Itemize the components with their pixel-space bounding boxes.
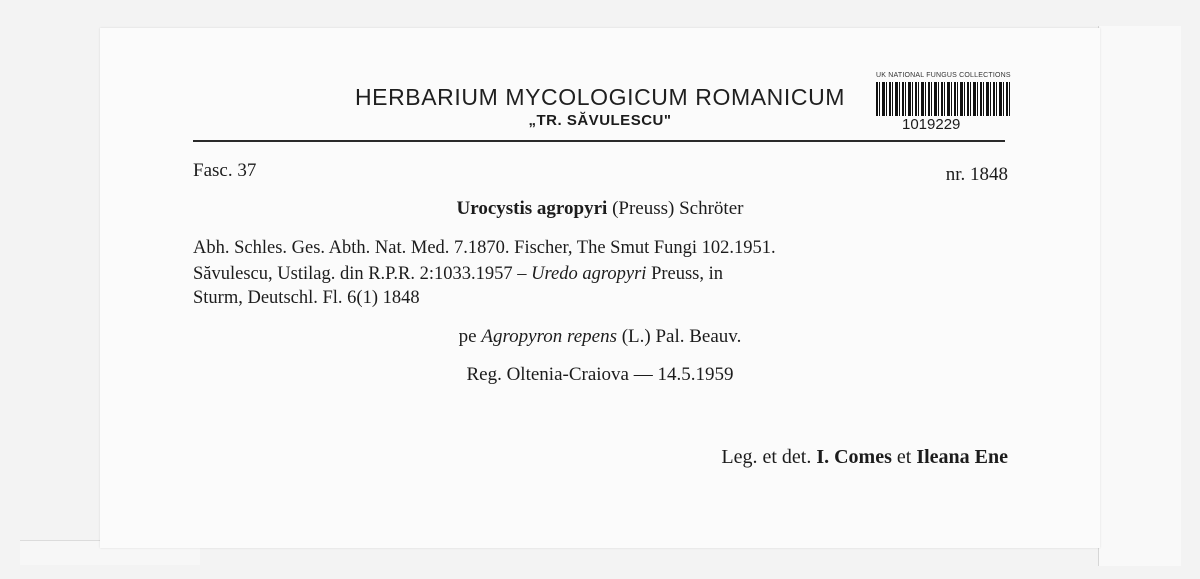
host-species: Agropyron repens (481, 326, 617, 347)
back-sheet-edge (1098, 26, 1181, 566)
header-divider (193, 140, 1005, 142)
collector-name-2: Ileana Ene (916, 446, 1008, 468)
collector-conjunction: et (891, 446, 917, 468)
herbarium-subtitle: „TR. SĂVULESCU" (528, 112, 672, 129)
reference-line-3: Sturm, Deutschl. Fl. 6(1) 1848 (193, 288, 420, 308)
reference-line-1: Abh. Schles. Ges. Abth. Nat. Med. 7.1870. Fischer, The Smut Fungi 102.1951. (193, 238, 776, 258)
species-name (100, 198, 1100, 220)
fascicle-number: Fasc. 37 (193, 160, 257, 181)
host-plant (100, 326, 1100, 348)
species-binomial: Urocystis agropyri (456, 198, 608, 219)
locality-date: Reg. Oltenia-Craiova — 14.5.1959 (466, 364, 734, 385)
host-author: (L.) Pal. Beauv. (616, 326, 742, 347)
reference-line-2 (193, 264, 723, 285)
collector-name-1: I. Comes (816, 446, 892, 468)
barcode-label (876, 72, 1016, 136)
synonym-name: Uredo agropyri (531, 264, 647, 284)
species-author: (Preuss) Schröter (612, 198, 744, 219)
collector-prefix: Leg. et det. (721, 446, 817, 468)
barcode-icon (876, 82, 1010, 116)
host-prefix: pe (458, 326, 482, 347)
reference-line-2-prefix: Săvulescu, Ustilag. din R.P.R. 2:1033.1957 – (193, 264, 532, 284)
barcode-number: 1019229 (902, 116, 961, 133)
herbarium-label (100, 28, 1100, 548)
barcode-caption: UK NATIONAL FUNGUS COLLECTIONS (876, 72, 1011, 79)
collector-line (721, 446, 1008, 469)
reference-line-2-suffix: Preuss, in (646, 264, 724, 284)
specimen-number: nr. 1848 (945, 164, 1008, 185)
herbarium-title: HERBARIUM MYCOLOGICUM ROMANICUM (354, 84, 846, 110)
